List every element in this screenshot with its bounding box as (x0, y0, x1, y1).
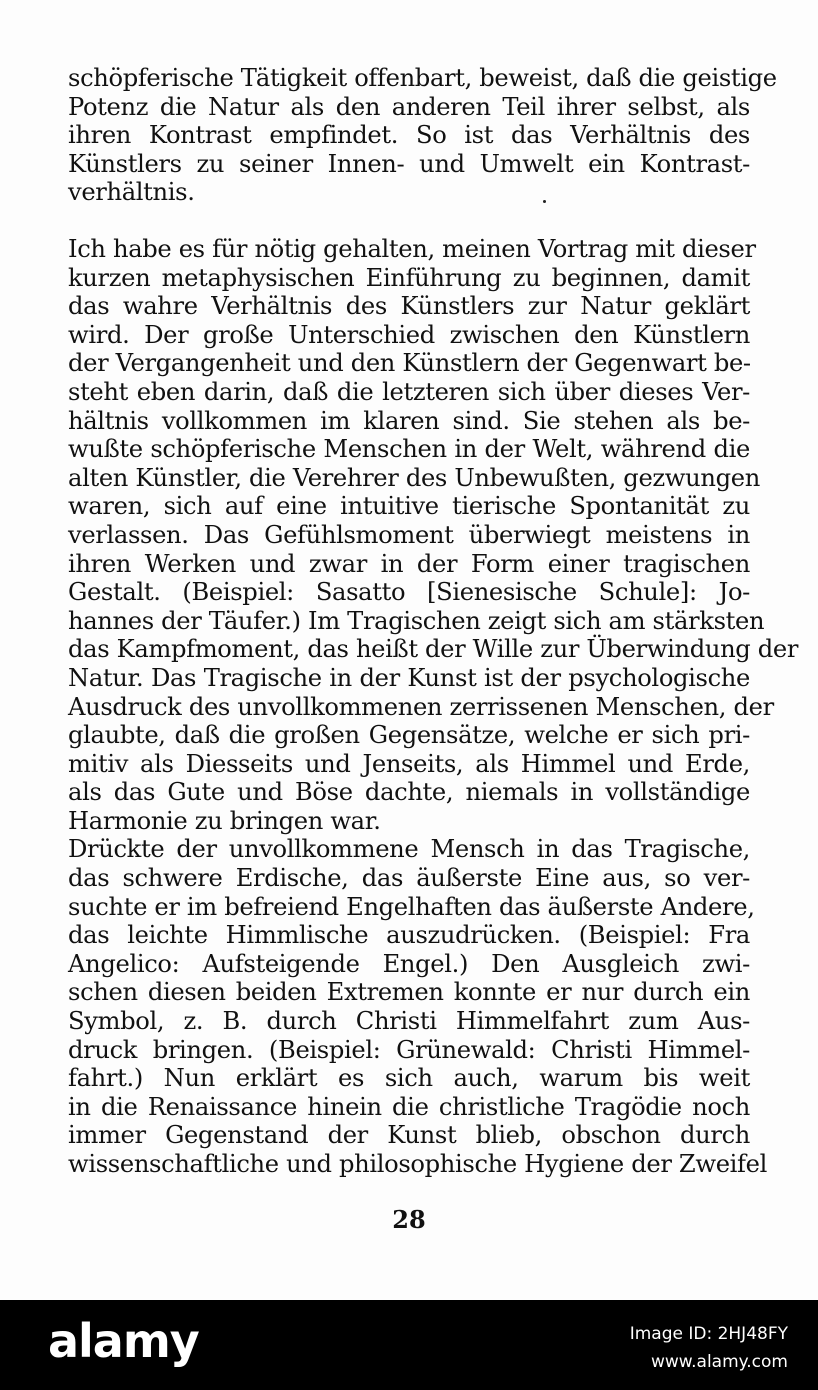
text-line: immer Gegenstand der Kunst blieb, obschon durch (68, 1121, 750, 1150)
text-line: verhältnis. (68, 178, 195, 207)
text-line: schen diesen beiden Extremen konnte er nur durch ein (68, 978, 750, 1007)
text-line: Ausdruck des unvollkommenen zerrissenen Menschen, der (68, 692, 774, 721)
text-line: Künstlers zu seiner Innen- und Umwelt ein Kontrast- (68, 149, 750, 178)
watermark-footer (0, 1300, 818, 1390)
alamy-logo: alamy (48, 1314, 199, 1368)
page-number: 28 (392, 1205, 426, 1234)
text-line: glaubte, daß die großen Gegensätze, welche er sich pri- (68, 721, 750, 750)
image-id: Image ID: 2HJ48FY (629, 1324, 788, 1344)
ink-speck (543, 200, 546, 203)
text-line: Potenz die Natur als den anderen Teil ihrer selbst, als (68, 92, 750, 121)
text-line: in die Renaissance hinein die christliche Tragödie noch (68, 1092, 750, 1121)
text-line: alten Künstler, die Verehrer des Unbewußten, gezwungen (68, 463, 760, 492)
text-line: schöpferische Tätigkeit offenbart, beweist, daß die geistige (68, 64, 777, 92)
text-line: hältnis vollkommen im klaren sind. Sie stehen als be- (68, 406, 750, 435)
text-line: wissenschaftliche und philosophische Hygiene der Zweifel (68, 1150, 767, 1178)
text-line: der Vergangenheit und den Künstlern der Gegenwart be- (68, 349, 751, 378)
text-line: kurzen metaphysischen Einführung zu beginnen, damit (68, 263, 750, 292)
text-line: Natur. Das Tragische in der Kunst ist der psychologische (68, 663, 750, 692)
text-line: ihren Werken und zwar in der Form einer tragischen (68, 549, 750, 578)
site-url: www.alamy.com (650, 1352, 788, 1372)
text-line: Drückte der unvollkommene Mensch in das Tragische, (68, 835, 750, 864)
text-line: das schwere Erdische, das äußerste Eine aus, so ver- (68, 864, 750, 893)
text-line: das leichte Himmlische auszudrücken. (Beispiel: Fra (68, 921, 750, 950)
text-line: waren, sich auf eine intuitive tierische Spontanität zu (68, 492, 750, 521)
image-meta (630, 1320, 788, 1376)
text-line: steht eben darin, daß die letzteren sich über dieses Ver- (68, 377, 750, 406)
text-line: wird. Der große Unterschied zwischen den Künstlern (68, 320, 750, 349)
text-line: Symbol, z. B. durch Christi Himmelfahrt zum Aus- (68, 1007, 750, 1036)
text-line: fahrt.) Nun erklärt es sich auch, warum bis weit (68, 1064, 750, 1093)
text-line: das wahre Verhältnis des Künstlers zur Natur geklärt (68, 292, 750, 321)
text-line: ihren Kontrast empfindet. So ist das Verhältnis des (68, 121, 750, 150)
text-line: wußte schöpferische Menschen in der Welt, während die (68, 435, 750, 464)
text-line: Angelico: Aufsteigende Engel.) Den Ausgleich zwi- (68, 949, 750, 978)
text-line: mitiv als Diesseits und Jenseits, als Himmel und Erde, (68, 749, 750, 778)
text-line: als das Gute und Böse dachte, niemals in vollständige (68, 778, 750, 807)
text-line: suchte er im befreiend Engelhaften das äußerste Andere, (68, 892, 755, 921)
text-line: verlassen. Das Gefühlsmoment überwiegt meistens in (68, 520, 750, 549)
text-line: Ich habe es für nötig gehalten, meinen Vortrag mit dieser (68, 235, 756, 263)
text-line: Harmonie zu bringen war. (68, 806, 381, 835)
text-line: das Kampfmoment, das heißt der Wille zur Überwindung der (68, 635, 799, 664)
text-line: druck bringen. (Beispiel: Grünewald: Christi Himmel- (68, 1035, 750, 1064)
paragraph-1 (68, 64, 777, 207)
text-line: hannes der Täufer.) Im Tragischen zeigt sich am stärksten (68, 606, 765, 635)
paragraph-2 (68, 235, 799, 1179)
text-line: Gestalt. (Beispiel: Sasatto [Sienesische Schule]: Jo- (68, 578, 750, 607)
